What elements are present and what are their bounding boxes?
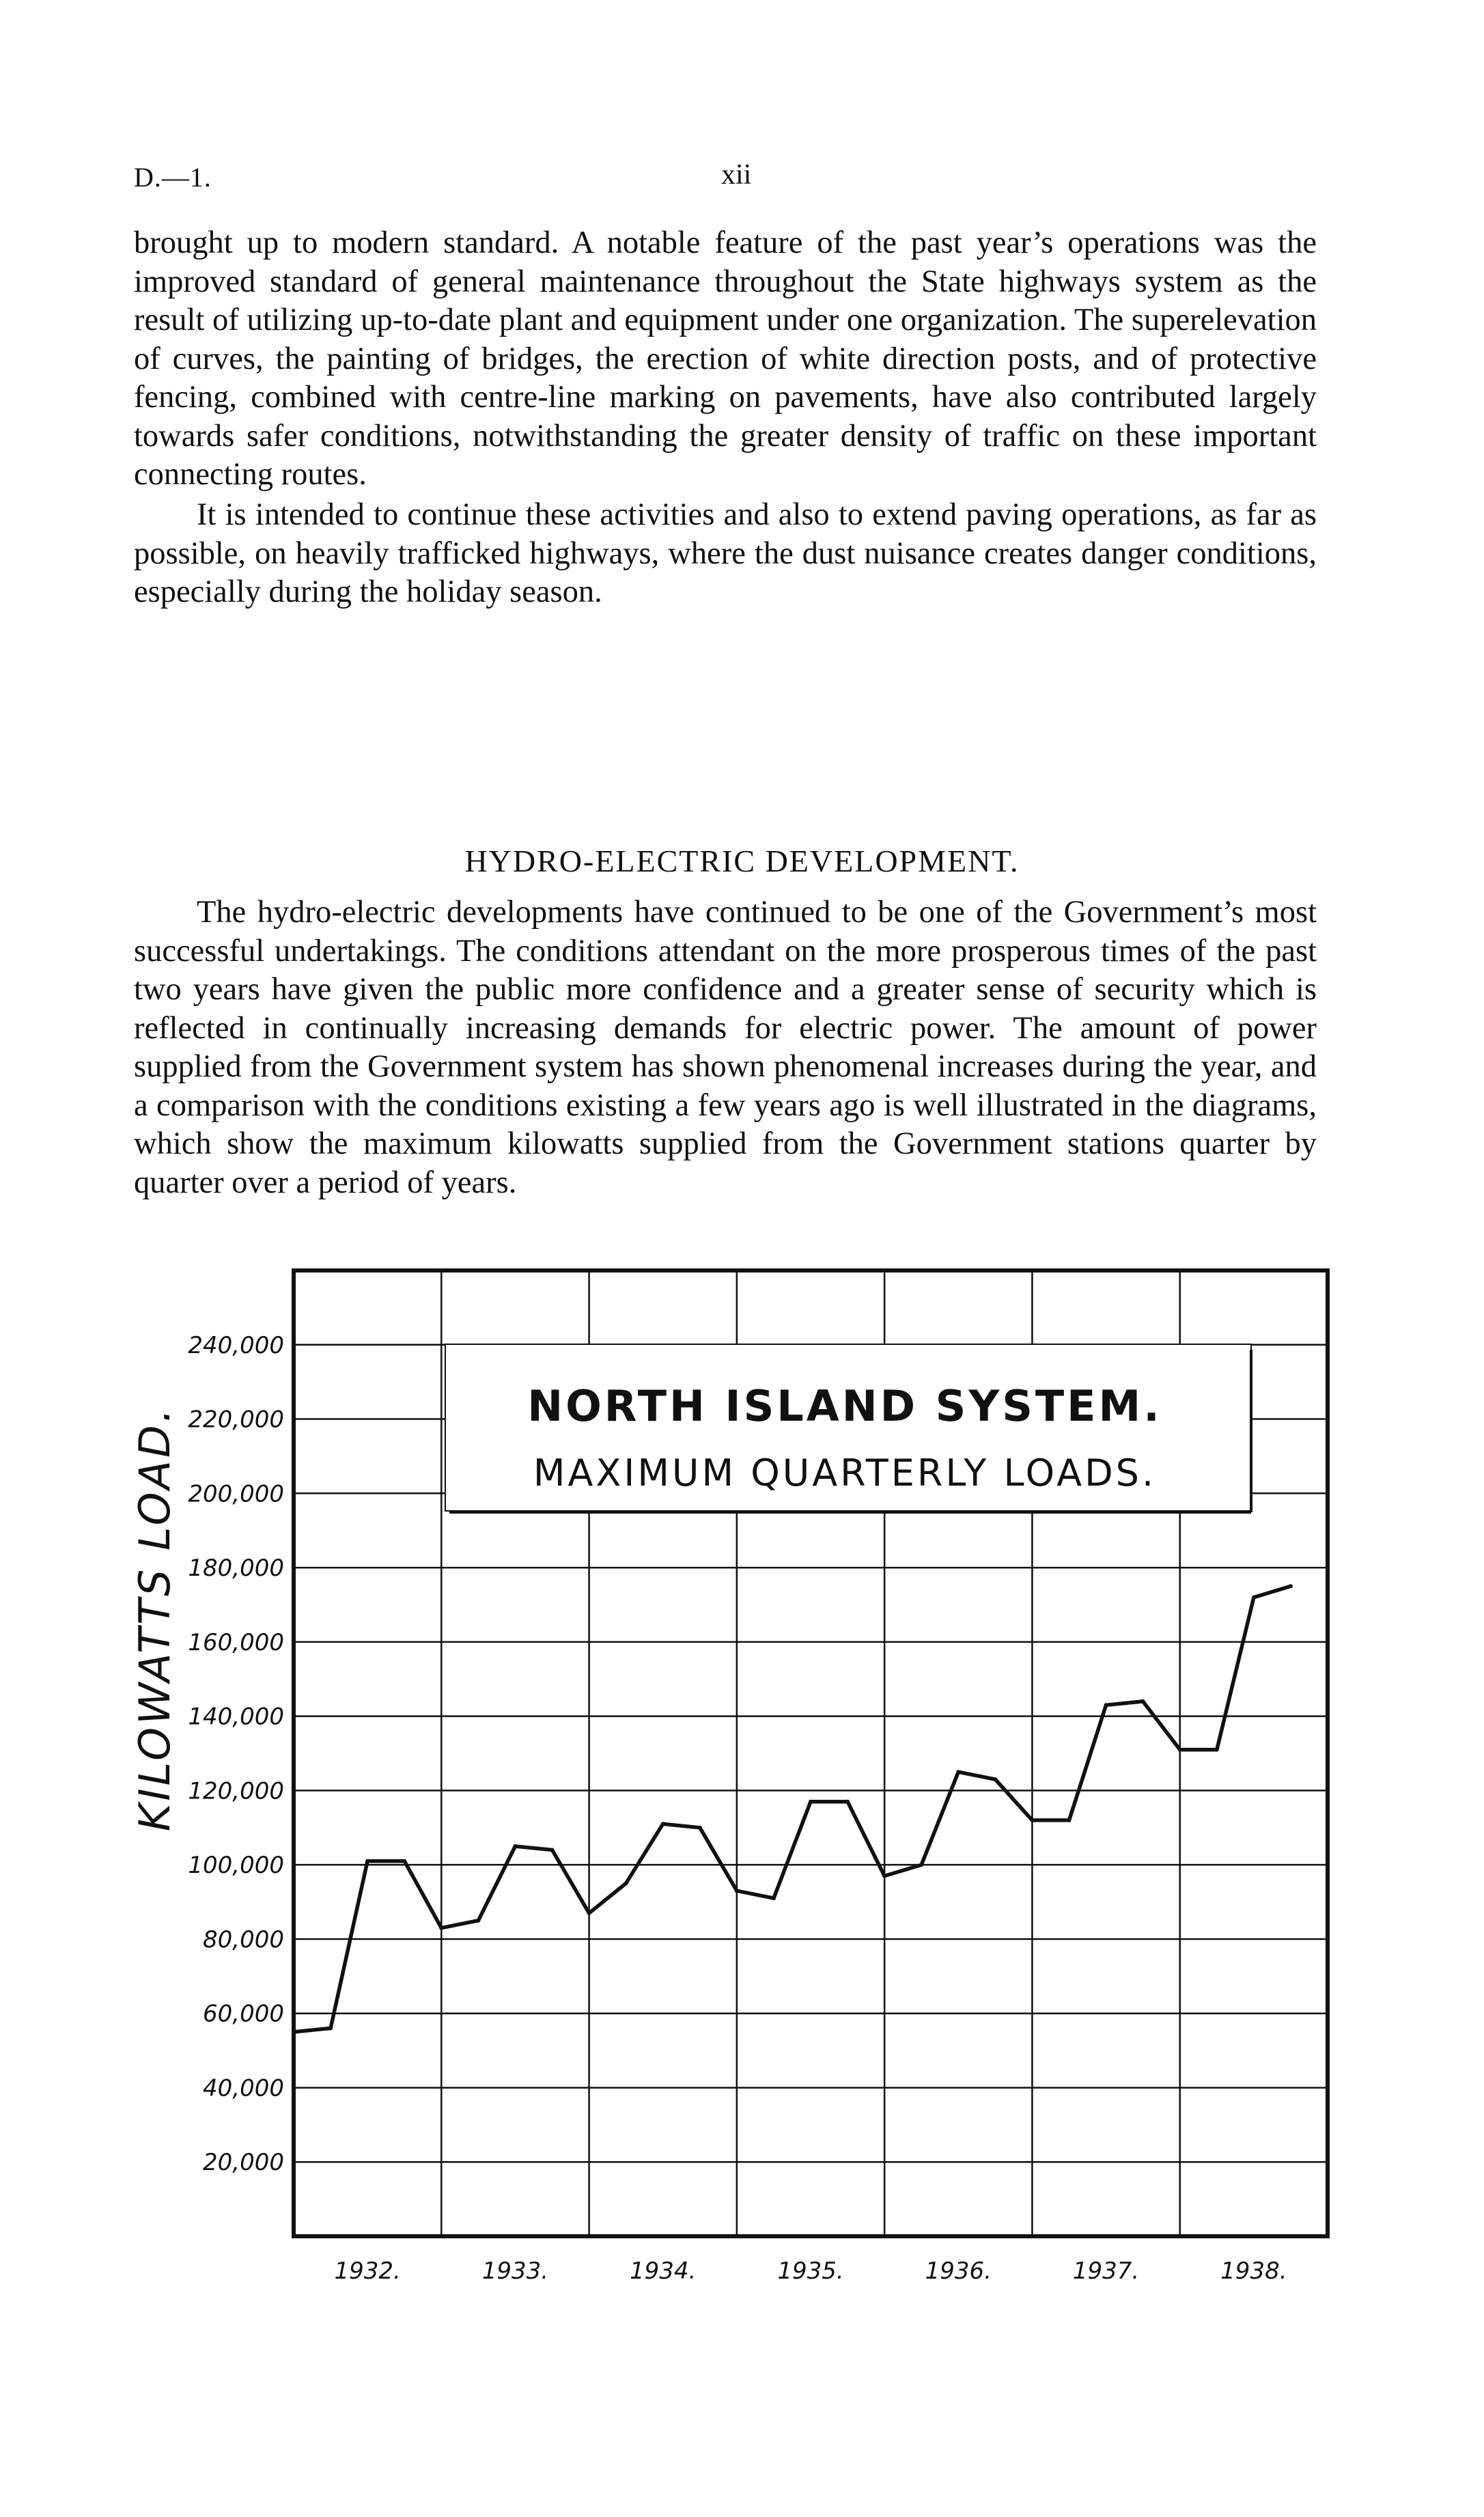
page-number: xii bbox=[721, 159, 752, 191]
x-tick-label-2: 1934. bbox=[630, 2257, 697, 2285]
data-point-0-16 bbox=[882, 1874, 886, 1878]
y-tick-label-8: 180,000 bbox=[188, 1555, 284, 1583]
y-tick-label-7: 160,000 bbox=[188, 1628, 284, 1656]
y-tick-label-0: 20,000 bbox=[203, 2149, 284, 2177]
data-point-0-10 bbox=[661, 1822, 665, 1826]
data-point-0-7 bbox=[550, 1848, 555, 1852]
data-point-0-18 bbox=[956, 1770, 960, 1774]
y-tick-label-2: 60,000 bbox=[203, 2000, 284, 2028]
data-point-0-2 bbox=[365, 1859, 369, 1863]
data-point-0-25 bbox=[1215, 1748, 1219, 1752]
data-point-0-4 bbox=[439, 1926, 443, 1930]
paragraph-hydro-intro: The hydro-electric developments have continued to be one of the Government’s most successful undertakings. The conditions attendant on the more prosperous times of the past two years have given the public more confidence and a greater sense of security which is reflected in continually increasing demands for electric power. The amount of power supplied from the Government system has shown phenomenal increases during the year, and a comparison with the conditions existing a few years ago is well illustrated in the diagrams, which show the maximum kilowatts supplied from the Government stations quarter by quarter over a period of years. bbox=[134, 895, 1317, 1200]
data-point-0-5 bbox=[476, 1919, 480, 1923]
chart-title-box bbox=[445, 1344, 1251, 1512]
data-point-0-9 bbox=[624, 1881, 628, 1885]
data-point-0-23 bbox=[1141, 1699, 1145, 1704]
data-point-0-24 bbox=[1178, 1748, 1182, 1752]
y-tick-label-10: 220,000 bbox=[188, 1406, 284, 1434]
data-point-0-22 bbox=[1104, 1703, 1108, 1707]
y-axis-label: KILOWATTS LOAD. bbox=[130, 1406, 180, 1832]
data-point-0-20 bbox=[1030, 1818, 1034, 1822]
data-point-0-26 bbox=[1252, 1596, 1256, 1600]
data-point-0-19 bbox=[993, 1777, 997, 1781]
data-point-0-12 bbox=[735, 1889, 739, 1893]
y-tick-label-4: 100,000 bbox=[188, 1852, 284, 1880]
chart-subtitle: MAXIMUM QUARTERLY LOADS. bbox=[533, 1451, 1157, 1494]
data-point-0-6 bbox=[513, 1844, 517, 1848]
x-tick-label-6: 1938. bbox=[1220, 2257, 1287, 2285]
data-point-0-0 bbox=[292, 2030, 296, 2034]
y-tick-label-3: 80,000 bbox=[203, 1925, 284, 1953]
y-tick-labels bbox=[188, 1332, 284, 2176]
x-tick-label-4: 1936. bbox=[925, 2257, 992, 2285]
y-tick-label-11: 240,000 bbox=[188, 1331, 284, 1359]
x-tick-label-1: 1933. bbox=[481, 2257, 549, 2285]
paragraph-roads-continuation: brought up to modern standard. A notable feature of the past year’s operations was the improved standard of general maintenance throughout the State highways system as the result of utilizing up-to-date plant and equipment under one organization. The superelevation of curves, the painting of bridges, the erection of white direction posts, and of protective fencing, combined with centre-line marking on pavements, have also contributed largely towards safer conditions, notwithstanding the greater density of traffic on these important connecting routes. bbox=[134, 225, 1317, 492]
series-line-0 bbox=[294, 1586, 1291, 2032]
x-tick-label-3: 1935. bbox=[777, 2257, 844, 2285]
data-point-0-17 bbox=[919, 1863, 923, 1867]
y-tick-label-5: 120,000 bbox=[188, 1777, 284, 1805]
data-point-0-15 bbox=[845, 1800, 850, 1804]
y-tick-label-6: 140,000 bbox=[188, 1703, 284, 1731]
section-title: HYDRO-ELECTRIC DEVELOPMENT. bbox=[464, 844, 1020, 878]
data-point-0-14 bbox=[809, 1800, 813, 1804]
y-tick-label-9: 200,000 bbox=[188, 1480, 284, 1508]
data-point-0-27 bbox=[1289, 1584, 1293, 1588]
x-tick-labels bbox=[334, 2257, 1287, 2285]
data-point-0-13 bbox=[772, 1896, 776, 1900]
data-point-0-21 bbox=[1067, 1818, 1072, 1822]
data-point-0-1 bbox=[328, 2026, 333, 2030]
document-code: D.—1. bbox=[134, 162, 212, 193]
data-point-0-11 bbox=[698, 1826, 702, 1830]
data-point-0-8 bbox=[587, 1911, 591, 1915]
data-point-0-3 bbox=[402, 1859, 406, 1863]
y-tick-label-1: 40,000 bbox=[203, 2074, 284, 2102]
paragraph-roads-intent: It is intended to continue these activities and also to extend paving operations, as far as possible, on heavily trafficked highways, where the dust nuisance creates danger conditions, especially during the holiday season. bbox=[134, 497, 1317, 609]
x-tick-label-5: 1937. bbox=[1072, 2257, 1140, 2285]
chart-title: NORTH ISLAND SYSTEM. bbox=[527, 1381, 1162, 1431]
x-tick-label-0: 1932. bbox=[334, 2257, 401, 2285]
